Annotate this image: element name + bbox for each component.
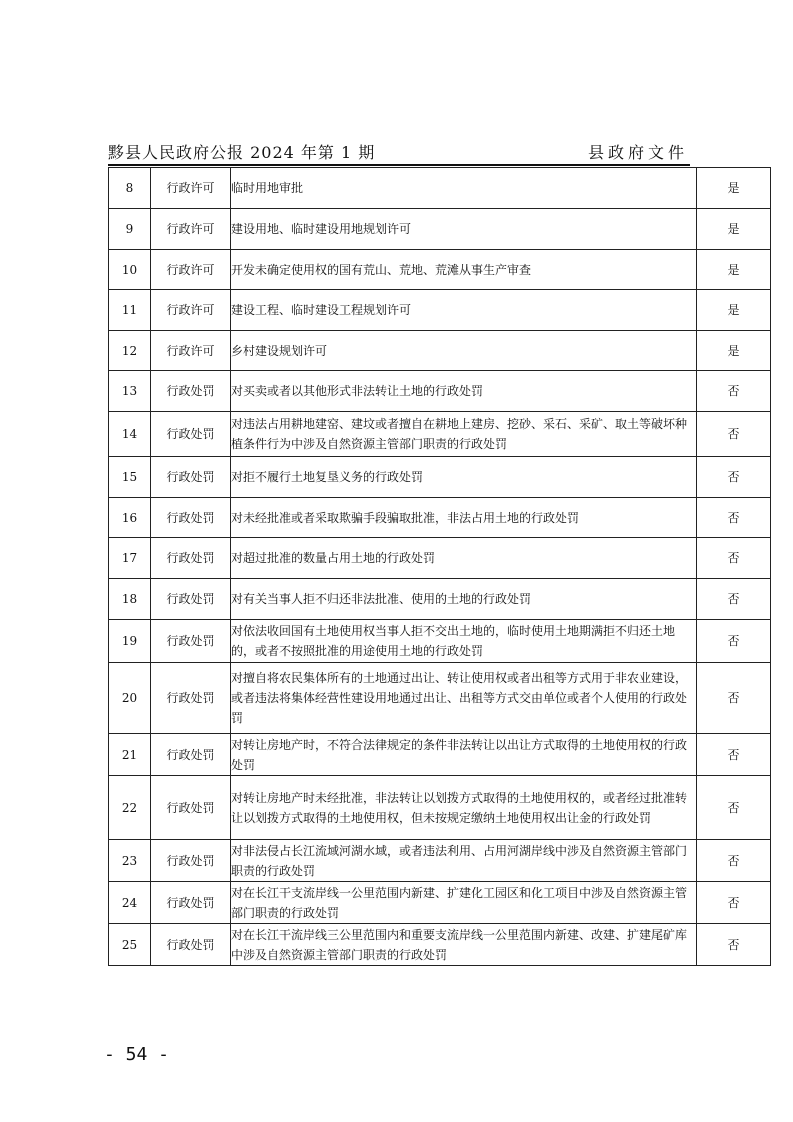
row-item-name: 对擅自将农民集体所有的土地通过出让、转让使用权或者出租等方式用于非农业建设，或者违法将集体经营性建设用地通过出让、出租等方式交由单位或者个人使用的行政处罚 xyxy=(231,663,697,734)
row-type: 行政处罚 xyxy=(151,840,231,882)
row-type: 行政处罚 xyxy=(151,538,231,579)
bulletin-title: 黟县人民政府公报 2024 年第 1 期 xyxy=(108,143,376,162)
row-type: 行政处罚 xyxy=(151,579,231,620)
table-row xyxy=(109,840,771,882)
row-item-name: 临时用地审批 xyxy=(231,168,697,209)
row-item-name: 对在长江干支流岸线一公里范围内新建、扩建化工园区和化工项目中涉及自然资源主管部门职责的行政处罚 xyxy=(231,882,697,924)
row-type: 行政许可 xyxy=(151,168,231,209)
row-type: 行政许可 xyxy=(151,290,231,331)
row-item-name: 对有关当事人拒不归还非法批准、使用的土地的行政处罚 xyxy=(231,579,697,620)
row-flag: 否 xyxy=(697,840,771,882)
row-flag: 是 xyxy=(697,209,771,250)
row-type: 行政处罚 xyxy=(151,776,231,840)
row-type: 行政许可 xyxy=(151,250,231,290)
row-item-name: 对买卖或者以其他形式非法转让土地的行政处罚 xyxy=(231,371,697,412)
row-flag: 否 xyxy=(697,776,771,840)
row-type: 行政处罚 xyxy=(151,663,231,734)
table-row xyxy=(109,882,771,924)
row-flag: 否 xyxy=(697,412,771,457)
row-flag: 否 xyxy=(697,924,771,966)
row-number: 22 xyxy=(109,776,151,840)
table-row xyxy=(109,250,771,290)
row-flag: 否 xyxy=(697,538,771,579)
row-flag: 否 xyxy=(697,371,771,412)
row-type: 行政处罚 xyxy=(151,924,231,966)
row-item-name: 对超过批准的数量占用土地的行政处罚 xyxy=(231,538,697,579)
row-number: 12 xyxy=(109,331,151,371)
row-number: 13 xyxy=(109,371,151,412)
table-row xyxy=(109,457,771,498)
row-item-name: 对依法收回国有土地使用权当事人拒不交出土地的，临时使用土地期满拒不归还土地的，或者不按照批准的用途使用土地的行政处罚 xyxy=(231,620,697,663)
row-flag: 否 xyxy=(697,620,771,663)
row-number: 23 xyxy=(109,840,151,882)
row-flag: 是 xyxy=(697,250,771,290)
section-title: 县政府文件 xyxy=(587,143,688,162)
row-number: 8 xyxy=(109,168,151,209)
row-number: 11 xyxy=(109,290,151,331)
row-number: 21 xyxy=(109,734,151,776)
table-row xyxy=(109,620,771,663)
row-type: 行政许可 xyxy=(151,331,231,371)
row-item-name: 对未经批准或者采取欺骗手段骗取批准，非法占用土地的行政处罚 xyxy=(231,498,697,538)
table-row xyxy=(109,579,771,620)
row-type: 行政处罚 xyxy=(151,498,231,538)
row-item-name: 对转让房地产时未经批准，非法转让以划拨方式取得的土地使用权的，或者经过批准转让以划拨方式取得的土地使用权，但未按规定缴纳土地使用权出让金的行政处罚 xyxy=(231,776,697,840)
row-item-name: 建设用地、临时建设用地规划许可 xyxy=(231,209,697,250)
records-table-body xyxy=(109,168,771,966)
row-number: 20 xyxy=(109,663,151,734)
table-row xyxy=(109,331,771,371)
table-row xyxy=(109,498,771,538)
row-item-name: 对拒不履行土地复垦义务的行政处罚 xyxy=(231,457,697,498)
row-number: 14 xyxy=(109,412,151,457)
row-flag: 否 xyxy=(697,498,771,538)
row-flag: 否 xyxy=(697,579,771,620)
row-flag: 是 xyxy=(697,168,771,209)
row-type: 行政许可 xyxy=(151,209,231,250)
row-flag: 否 xyxy=(697,457,771,498)
table-row xyxy=(109,734,771,776)
records-table xyxy=(108,167,771,966)
row-flag: 否 xyxy=(697,663,771,734)
page-number: - 54 - xyxy=(104,1044,170,1065)
row-item-name: 对转让房地产时，不符合法律规定的条件非法转让以出让方式取得的土地使用权的行政处罚 xyxy=(231,734,697,776)
row-type: 行政处罚 xyxy=(151,882,231,924)
row-number: 17 xyxy=(109,538,151,579)
row-item-name: 对非法侵占长江流域河湖水域，或者违法利用、占用河湖岸线中涉及自然资源主管部门职责的行政处罚 xyxy=(231,840,697,882)
row-type: 行政处罚 xyxy=(151,620,231,663)
row-flag: 否 xyxy=(697,882,771,924)
row-item-name: 开发未确定使用权的国有荒山、荒地、荒滩从事生产审查 xyxy=(231,250,697,290)
table-row xyxy=(109,290,771,331)
row-number: 18 xyxy=(109,579,151,620)
row-item-name: 建设工程、临时建设工程规划许可 xyxy=(231,290,697,331)
row-item-name: 乡村建设规划许可 xyxy=(231,331,697,371)
table-row xyxy=(109,924,771,966)
row-number: 19 xyxy=(109,620,151,663)
row-number: 24 xyxy=(109,882,151,924)
row-type: 行政处罚 xyxy=(151,371,231,412)
table-row xyxy=(109,663,771,734)
row-number: 9 xyxy=(109,209,151,250)
row-number: 25 xyxy=(109,924,151,966)
row-flag: 是 xyxy=(697,290,771,331)
table-row xyxy=(109,776,771,840)
row-number: 10 xyxy=(109,250,151,290)
row-number: 16 xyxy=(109,498,151,538)
row-item-name: 对在长江干流岸线三公里范围内和重要支流岸线一公里范围内新建、改建、扩建尾矿库中涉及自然资源主管部门职责的行政处罚 xyxy=(231,924,697,966)
row-flag: 是 xyxy=(697,331,771,371)
row-type: 行政处罚 xyxy=(151,412,231,457)
row-type: 行政处罚 xyxy=(151,734,231,776)
table-row xyxy=(109,371,771,412)
row-item-name: 对违法占用耕地建窑、建坟或者擅自在耕地上建房、挖砂、采石、采矿、取土等破坏种植条件行为中涉及自然资源主管部门职责的行政处罚 xyxy=(231,412,697,457)
page-header xyxy=(108,138,690,166)
row-flag: 否 xyxy=(697,734,771,776)
row-type: 行政处罚 xyxy=(151,457,231,498)
table-row xyxy=(109,538,771,579)
table-row xyxy=(109,209,771,250)
table-row xyxy=(109,168,771,209)
table-row xyxy=(109,412,771,457)
row-number: 15 xyxy=(109,457,151,498)
